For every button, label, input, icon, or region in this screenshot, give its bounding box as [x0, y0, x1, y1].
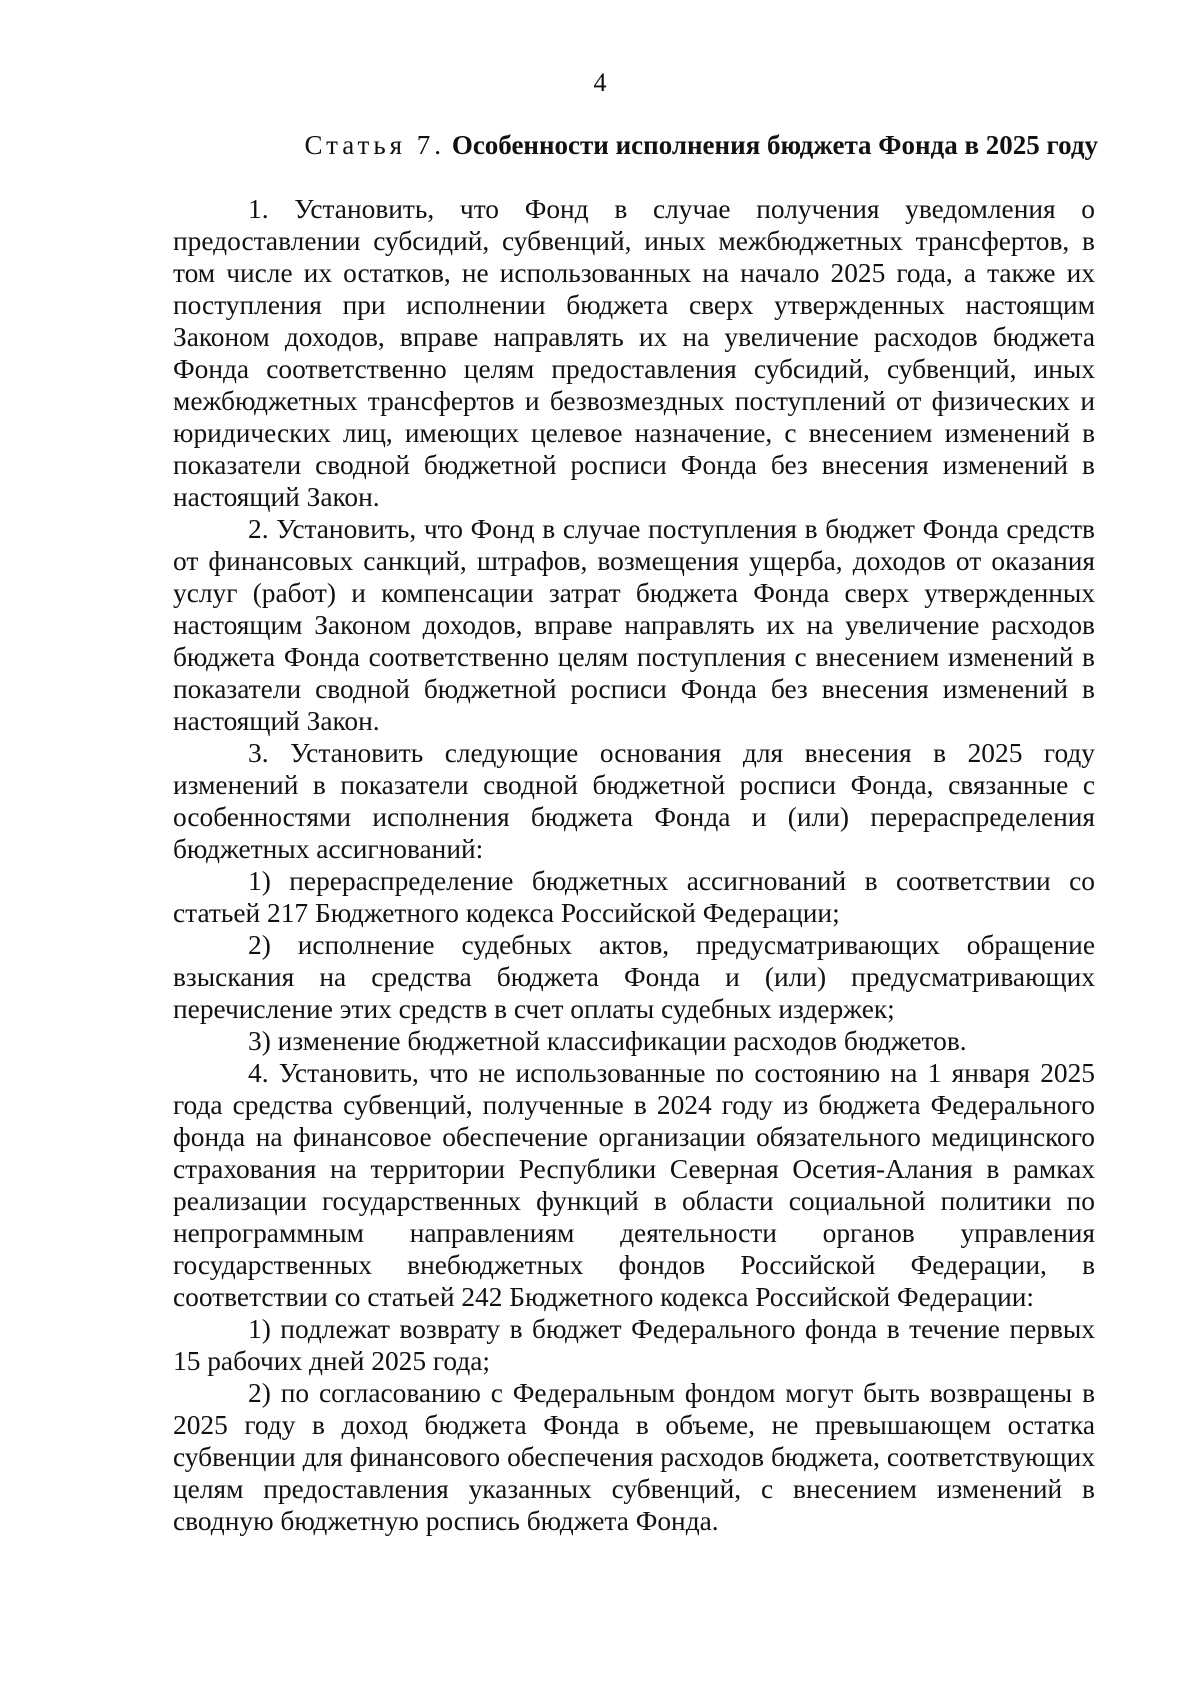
article-title: Особенности исполнения бюджета Фонда в 2025 году — [451, 130, 1098, 160]
paragraph-4: 4. Установить, что не использованные по состоянию на 1 января 2025 года средства субвенций, полученные в 2024 году из бюджета Федерального фонда на финансовое обеспечение организации обязательного медицинского страхования на территории Республики Северная Осетия-Алания в рамках реализации государственных функций в области социальной политики по непрограммным направлениям деятельности органов управления государственных внебюджетных фондов Российской Федерации, в соответствии со статьей 242 Бюджетного кодекса Российской Федерации: — [173, 1058, 1095, 1312]
paragraph-3-item-1: 1) перераспределение бюджетных ассигнований в соответствии со статьей 217 Бюджетного кодекса Российской Федерации; — [173, 866, 1095, 928]
paragraph-2: 2. Установить, что Фонд в случае поступления в бюджет Фонда средств от финансовых санкций, штрафов, возмещения ущерба, доходов от оказания услуг (работ) и компенсации затрат бюджета Фонда сверх утвержденных настоящим Законом доходов, вправе направлять их на увеличение расходов бюджета Фонда соответственно целям поступления с внесением изменений в показатели сводной бюджетной росписи Фонда без внесения изменений в настоящий Закон. — [173, 514, 1095, 736]
paragraph-4-item-2: 2) по согласованию с Федеральным фондом могут быть возвращены в 2025 году в доход бюджета Фонда в объеме, не превышающем остатка субвенции для финансового обеспечения расходов бюджета, соответствующих целям предоставления указанных субвенций, с внесением изменений в сводную бюджетную роспись бюджета Фонда. — [173, 1378, 1095, 1536]
page-number: 4 — [593, 68, 607, 97]
article-label: Статья 7. — [304, 130, 446, 160]
paragraph-1: 1. Установить, что Фонд в случае получения уведомления о предоставлении субсидий, субвенций, иных межбюджетных трансфертов, в том числе их остатков, не использованных на начало 2025 года, а также их поступления при исполнении бюджета сверх утвержденных настоящим Законом доходов, вправе направлять их на увеличение расходов бюджета Фонда соответственно целям предоставления субсидий, субвенций, иных межбюджетных трансфертов и безвозмездных поступлений от физических и юридических лиц, имеющих целевое назначение, с внесением изменений в показатели сводной бюджетной росписи Фонда без внесения изменений в настоящий Закон. — [173, 194, 1095, 512]
paragraph-3-item-2: 2) исполнение судебных актов, предусматривающих обращение взыскания на средства бюджета Фонда и (или) предусматривающих перечисление этих средств в счет оплаты судебных издержек; — [173, 930, 1095, 1024]
paragraph-4-item-1: 1) подлежат возврату в бюджет Федерального фонда в течение первых 15 рабочих дней 2025 года; — [173, 1314, 1095, 1376]
article-heading — [178, 128, 1098, 162]
article-body — [173, 193, 1095, 1537]
paragraph-3: 3. Установить следующие основания для внесения в 2025 году изменений в показатели сводной бюджетной росписи Фонда, связанные с особенностями исполнения бюджета Фонда и (или) перераспределения бюджетных ассигнований: — [173, 738, 1095, 864]
paragraph-3-item-3: 3) изменение бюджетной классификации расходов бюджетов. — [248, 1026, 967, 1056]
